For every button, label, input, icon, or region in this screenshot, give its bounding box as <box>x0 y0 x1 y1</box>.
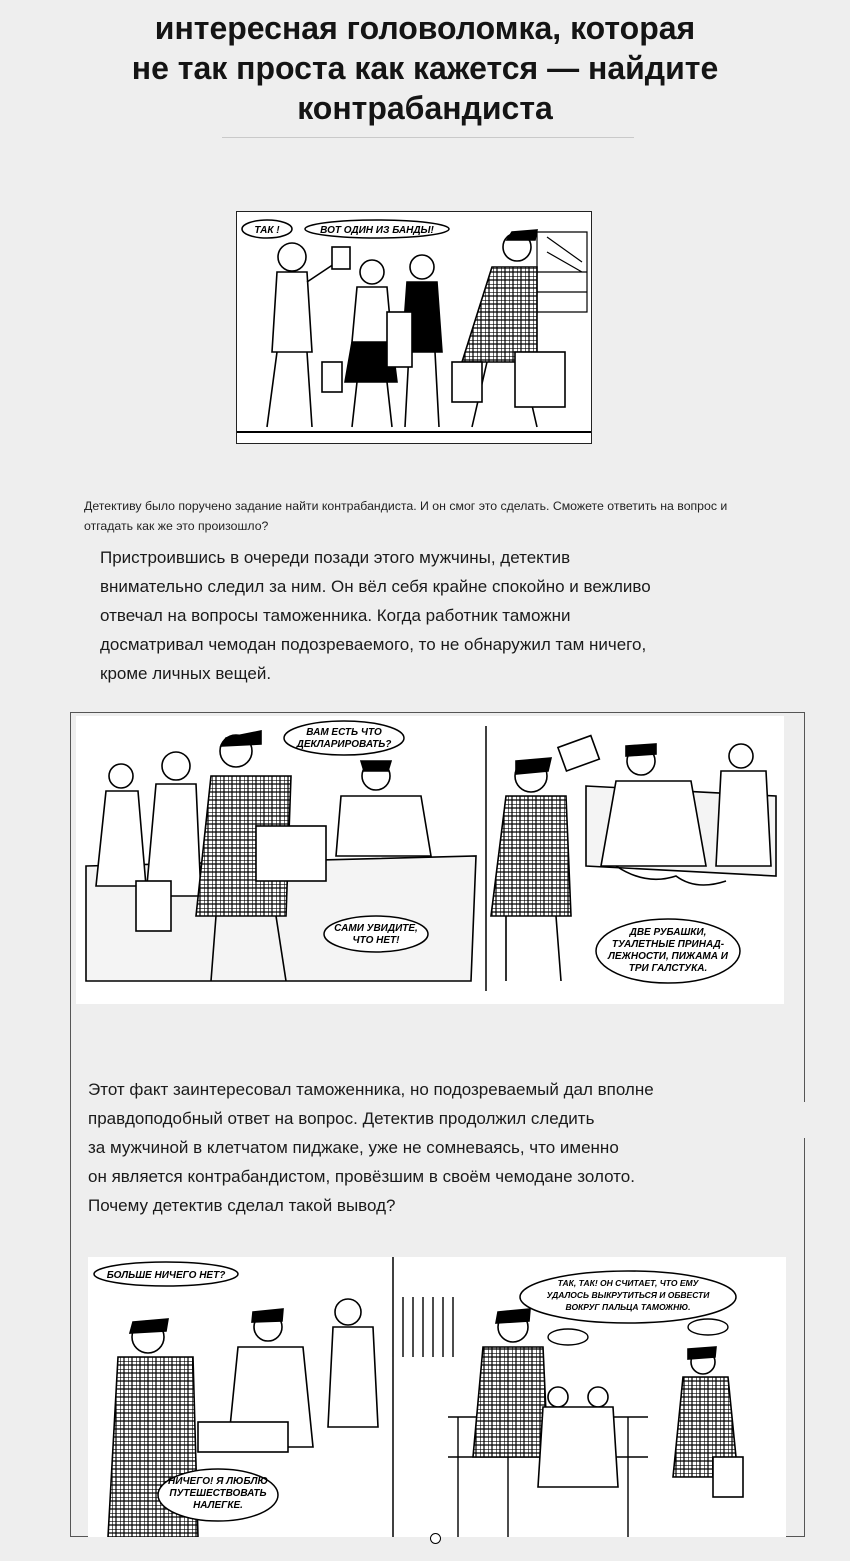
intro-text: Детективу было поручено задание найти контрабандиста. И он смог это сделать. Сможете ответить на вопрос и отгадать как же это произошло? <box>84 499 728 533</box>
bubble-items-1: ДВЕ РУБАШКИ, <box>629 927 707 938</box>
bubble-gang: ВОТ ОДИН ИЗ БАНДЫ! <box>320 225 434 236</box>
bubble-see-1: САМИ УВИДИТЕ, <box>334 923 418 934</box>
paragraph-2-line: за мужчиной в клетчатом пиджаке, уже не сомневаясь, что именно <box>88 1138 619 1157</box>
frame-line-right <box>804 712 805 1102</box>
comic-panel-1 <box>236 211 592 444</box>
bubble-travel-3: НАЛЕГКЕ. <box>193 1500 243 1511</box>
title-line-3: контрабандиста <box>297 90 553 126</box>
comic-1-bubbles <box>242 220 449 238</box>
paragraph-1-line: внимательно следил за ним. Он вёл себя крайне спокойно и вежливо <box>100 577 651 596</box>
comic-1-illustration <box>237 212 591 443</box>
bubble-items-2: ТУАЛЕТНЫЕ ПРИНАД- <box>611 939 725 950</box>
paragraph-2-line: правдоподобный ответ на вопрос. Детектив продолжил следить <box>88 1109 595 1128</box>
paragraph-2-line: он является контрабандистом, провёзшим в своём чемодане золото. <box>88 1167 635 1186</box>
paragraph-1 <box>100 543 651 688</box>
bubble-travel-1: НИЧЕГО! Я ЛЮБЛЮ <box>168 1476 268 1487</box>
paragraph-2 <box>88 1075 654 1220</box>
paragraph-2-line: Этот факт заинтересовал таможенника, но подозреваемый дал вполне <box>88 1080 654 1099</box>
bottom-marker <box>430 1533 441 1544</box>
frame-line-left <box>70 712 71 1536</box>
title-line-2: не так проста как кажется — найдите <box>131 50 719 86</box>
frame-line-right-lower <box>804 1138 805 1536</box>
paragraph-1-line: досматривал чемодан подозреваемого, то не обнаружил там ничего, <box>100 635 647 654</box>
bubble-declare-1: ВАМ ЕСТЬ ЧТО <box>306 727 382 738</box>
bubble-anything-else: БОЛЬШЕ НИЧЕГО НЕТ? <box>106 1270 226 1281</box>
bubble-tak: ТАК ! <box>254 225 280 236</box>
paragraph-2-line: Почему детектив сделал такой вывод? <box>88 1196 396 1215</box>
comic-panel-3 <box>88 1257 786 1537</box>
frame-line-top <box>70 712 805 713</box>
bubble-think-2: УДАЛОСЬ ВЫКРУТИТЬСЯ И ОБВЕСТИ <box>546 1290 710 1300</box>
title-line-1: интересная головоломка, которая <box>154 10 696 46</box>
bubble-travel-2: ПУТЕШЕСТВОВАТЬ <box>169 1488 267 1499</box>
title-divider <box>222 137 634 138</box>
comic-3-illustration <box>88 1257 786 1537</box>
comic-panel-2 <box>76 716 784 1004</box>
paragraph-1-line: кроме личных вещей. <box>100 664 272 683</box>
paragraph-1-line: Пристроившись в очереди позади этого мужчины, детектив <box>100 548 571 567</box>
bubble-see-2: ЧТО НЕТ! <box>352 935 400 946</box>
paragraph-1-line: отвечал на вопросы таможенника. Когда работник таможни <box>100 606 571 625</box>
bubble-declare-2: ДЕКЛАРИРОВАТЬ? <box>296 739 392 750</box>
bubble-items-4: ТРИ ГАЛСТУКА. <box>628 963 708 974</box>
comic-2-illustration <box>76 716 784 1004</box>
bubble-think-1: ТАК, ТАК! ОН СЧИТАЕТ, ЧТО ЕМУ <box>557 1278 699 1288</box>
bubble-think-3: ВОКРУГ ПАЛЬЦА ТАМОЖНЮ. <box>565 1302 691 1312</box>
bubble-items-3: ЛЕЖНОСТИ, ПИЖАМА И <box>608 951 728 962</box>
page-title <box>0 8 850 128</box>
